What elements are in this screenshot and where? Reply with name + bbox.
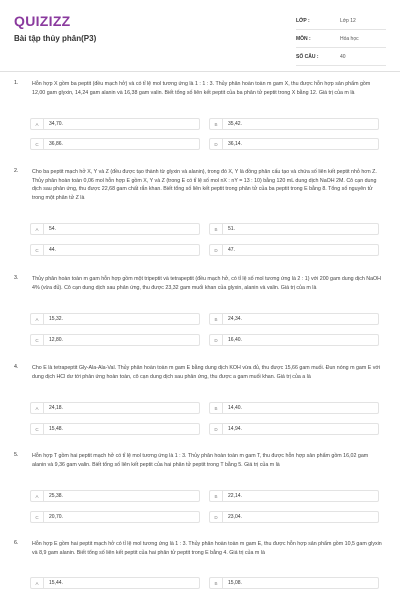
- option-text: 16,40.: [228, 337, 242, 343]
- option-d[interactable]: [209, 334, 379, 346]
- option-text: 24,18.: [49, 405, 63, 411]
- option-letter: C: [31, 424, 44, 434]
- worksheet-title: Bài tập thủy phân(P3): [14, 34, 97, 43]
- option-a[interactable]: [30, 402, 200, 414]
- option-a[interactable]: [30, 490, 200, 502]
- question-text: Thủy phân hoàn toàn m gam hỗn hợp gồm một tripeptit và tetrapeptit (đều mạch hở, có tỉ lệ số mol tương ứng là 2 : 1) với 200 gam dung dịch NaOH 4% (vừa đủ). Cô cạn dung dịch sau phản ứng, thu được 23,32 gam muối khan của glyxin, alanin và valin. Giá trị của m là: [32, 276, 381, 291]
- header-divider: [0, 71, 400, 72]
- option-letter: B: [210, 119, 223, 129]
- option-text: 34,70.: [49, 121, 63, 127]
- option-letter: A: [31, 491, 44, 501]
- option-letter: A: [31, 314, 44, 324]
- meta-subject-row: [296, 30, 386, 48]
- question-6: [14, 540, 386, 596]
- option-b[interactable]: [209, 118, 379, 130]
- option-text: 25,38.: [49, 493, 63, 499]
- option-b[interactable]: [209, 313, 379, 325]
- option-d[interactable]: [209, 138, 379, 150]
- option-text: 24,34.: [228, 316, 242, 322]
- question-text: Cho E là tetrapeptit Gly-Ala-Ala-Val. Thủy phân hoàn toàn m gam E bằng dung dịch KOH vừa đủ, thu được 15,66 gam muối. Đun nóng m gam E với dung dịch HCl dư tới phản ứng hoàn toàn, cô cạn dung dịch sau phản ứng, thu được a gam muối khan. Giá trị của a là: [32, 365, 381, 380]
- meta-subject-value: Hóa học: [340, 35, 359, 42]
- option-letter: C: [31, 512, 44, 522]
- option-text: 36,86.: [49, 141, 63, 147]
- option-a[interactable]: [30, 577, 200, 589]
- option-a[interactable]: [30, 313, 200, 325]
- option-text: 54.: [49, 226, 56, 232]
- option-letter: D: [210, 512, 223, 522]
- question-5: [14, 452, 386, 532]
- option-text: 44.: [49, 247, 56, 253]
- option-text: 20,70.: [49, 514, 63, 520]
- question-text: Hỗn hợp T gồm hai peptit mạch hở có tỉ lệ mol tương ứng là 1 : 3. Thủy phân hoàn toàn m gam T, thu được hỗn hợp sản phẩm gồm 16,02 gam alanin và 9,36 gam valin. Biết tổng số liên kết peptit của hai phân tử peptit trong T bằng 5. Giá trị của m là: [32, 453, 369, 468]
- question-4: [14, 364, 386, 444]
- meta-class-row: [296, 12, 386, 30]
- question-number: 6.: [14, 540, 19, 546]
- option-d[interactable]: [209, 244, 379, 256]
- option-text: 51.: [228, 226, 235, 232]
- option-text: 35,42.: [228, 121, 242, 127]
- option-letter: A: [31, 119, 44, 129]
- option-letter: D: [210, 424, 223, 434]
- option-b[interactable]: [209, 223, 379, 235]
- option-c[interactable]: [30, 138, 200, 150]
- option-letter: B: [210, 224, 223, 234]
- question-number: 4.: [14, 364, 19, 370]
- option-letter: B: [210, 578, 223, 588]
- option-d[interactable]: [209, 423, 379, 435]
- meta-count-label: SỐ CÂU :: [296, 53, 319, 60]
- option-c[interactable]: [30, 244, 200, 256]
- option-letter: C: [31, 245, 44, 255]
- option-text: 15,48.: [49, 426, 63, 432]
- option-b[interactable]: [209, 402, 379, 414]
- option-letter: B: [210, 314, 223, 324]
- option-letter: A: [31, 224, 44, 234]
- option-text: 14,40.: [228, 405, 242, 411]
- option-text: 15,32.: [49, 316, 63, 322]
- question-text: Hỗn hợp E gồm hai peptit mạch hở có tỉ lệ mol tương ứng là 1 : 3. Thủy phân hoàn toàn m gam E, thu được hỗn hợp sản phẩm gồm 10,5 gam glyxin và 8,9 gam alanin. Biết tổng số liên kết peptit của hai phân tử peptit trong E bằng 4. Giá trị của m là: [32, 541, 382, 556]
- question-1: [14, 80, 386, 160]
- option-letter: C: [31, 139, 44, 149]
- question-number: 3.: [14, 275, 19, 281]
- option-letter: C: [31, 335, 44, 345]
- option-b[interactable]: [209, 577, 379, 589]
- option-letter: B: [210, 491, 223, 501]
- meta-class-value: Lớp 12: [340, 17, 356, 24]
- option-a[interactable]: [30, 223, 200, 235]
- meta-subject-label: MÔN :: [296, 35, 311, 42]
- meta-count-row: [296, 48, 386, 66]
- option-text: 36,14.: [228, 141, 242, 147]
- question-number: 2.: [14, 168, 19, 174]
- option-text: 22,14.: [228, 493, 242, 499]
- question-text: Cho ba peptit mạch hở X, Y và Z (đều được tạo thành từ glyxin và alanin), trong đó X, Y là đồng phân cấu tạo và chứa số liên kết peptit nhỏ hơn Z. Thủy phân hoàn toàn 0,06 mol hỗn hợp E gồm X, Y và Z (trong E có tỉ lệ số mol nX : nY = 13 : 10) bằng 120 mL dung dịch NaOH 2M. Cô cạn dung dịch sau phản ứng, thu được 22,68 gam chất rắn khan. Biết tổng số liên kết peptit trong phân tử của ba peptit trong E bằng 8. Tổng số nguyên tử trong một phân tử Z là: [32, 169, 377, 201]
- question-number: 5.: [14, 452, 19, 458]
- option-a[interactable]: [30, 118, 200, 130]
- question-3: [14, 275, 386, 355]
- option-letter: D: [210, 139, 223, 149]
- option-text: 15,08.: [228, 580, 242, 586]
- question-2: [14, 168, 386, 264]
- question-text: Hỗn hợp X gồm ba peptit (đều mạch hở) và có tỉ lệ mol tương ứng là 1 : 1 : 3. Thủy phân hoàn toàn m gam X, thu được hỗn hợp sản phẩm gồm 12,00 gam glyxin, 14,24 gam alanin và 16,38 gam valin. Biết tổng số liên kết peptit của ba phân tử peptit trong X bằng 12. Giá trị của m là: [32, 81, 371, 96]
- question-number: 1.: [14, 80, 19, 86]
- option-c[interactable]: [30, 334, 200, 346]
- option-letter: D: [210, 335, 223, 345]
- option-letter: A: [31, 403, 44, 413]
- option-b[interactable]: [209, 490, 379, 502]
- meta-class-label: LỚP :: [296, 17, 310, 24]
- option-letter: A: [31, 578, 44, 588]
- option-text: 15,44.: [49, 580, 63, 586]
- option-c[interactable]: [30, 423, 200, 435]
- option-text: 14,94.: [228, 426, 242, 432]
- option-text: 12,80.: [49, 337, 63, 343]
- option-letter: B: [210, 403, 223, 413]
- worksheet-meta: [296, 12, 386, 66]
- option-c[interactable]: [30, 511, 200, 523]
- quizizz-logo: QUIZIZZ: [14, 13, 71, 29]
- meta-count-value: 40: [340, 53, 346, 60]
- option-text: 23,04.: [228, 514, 242, 520]
- option-letter: D: [210, 245, 223, 255]
- option-d[interactable]: [209, 511, 379, 523]
- option-text: 47.: [228, 247, 235, 253]
